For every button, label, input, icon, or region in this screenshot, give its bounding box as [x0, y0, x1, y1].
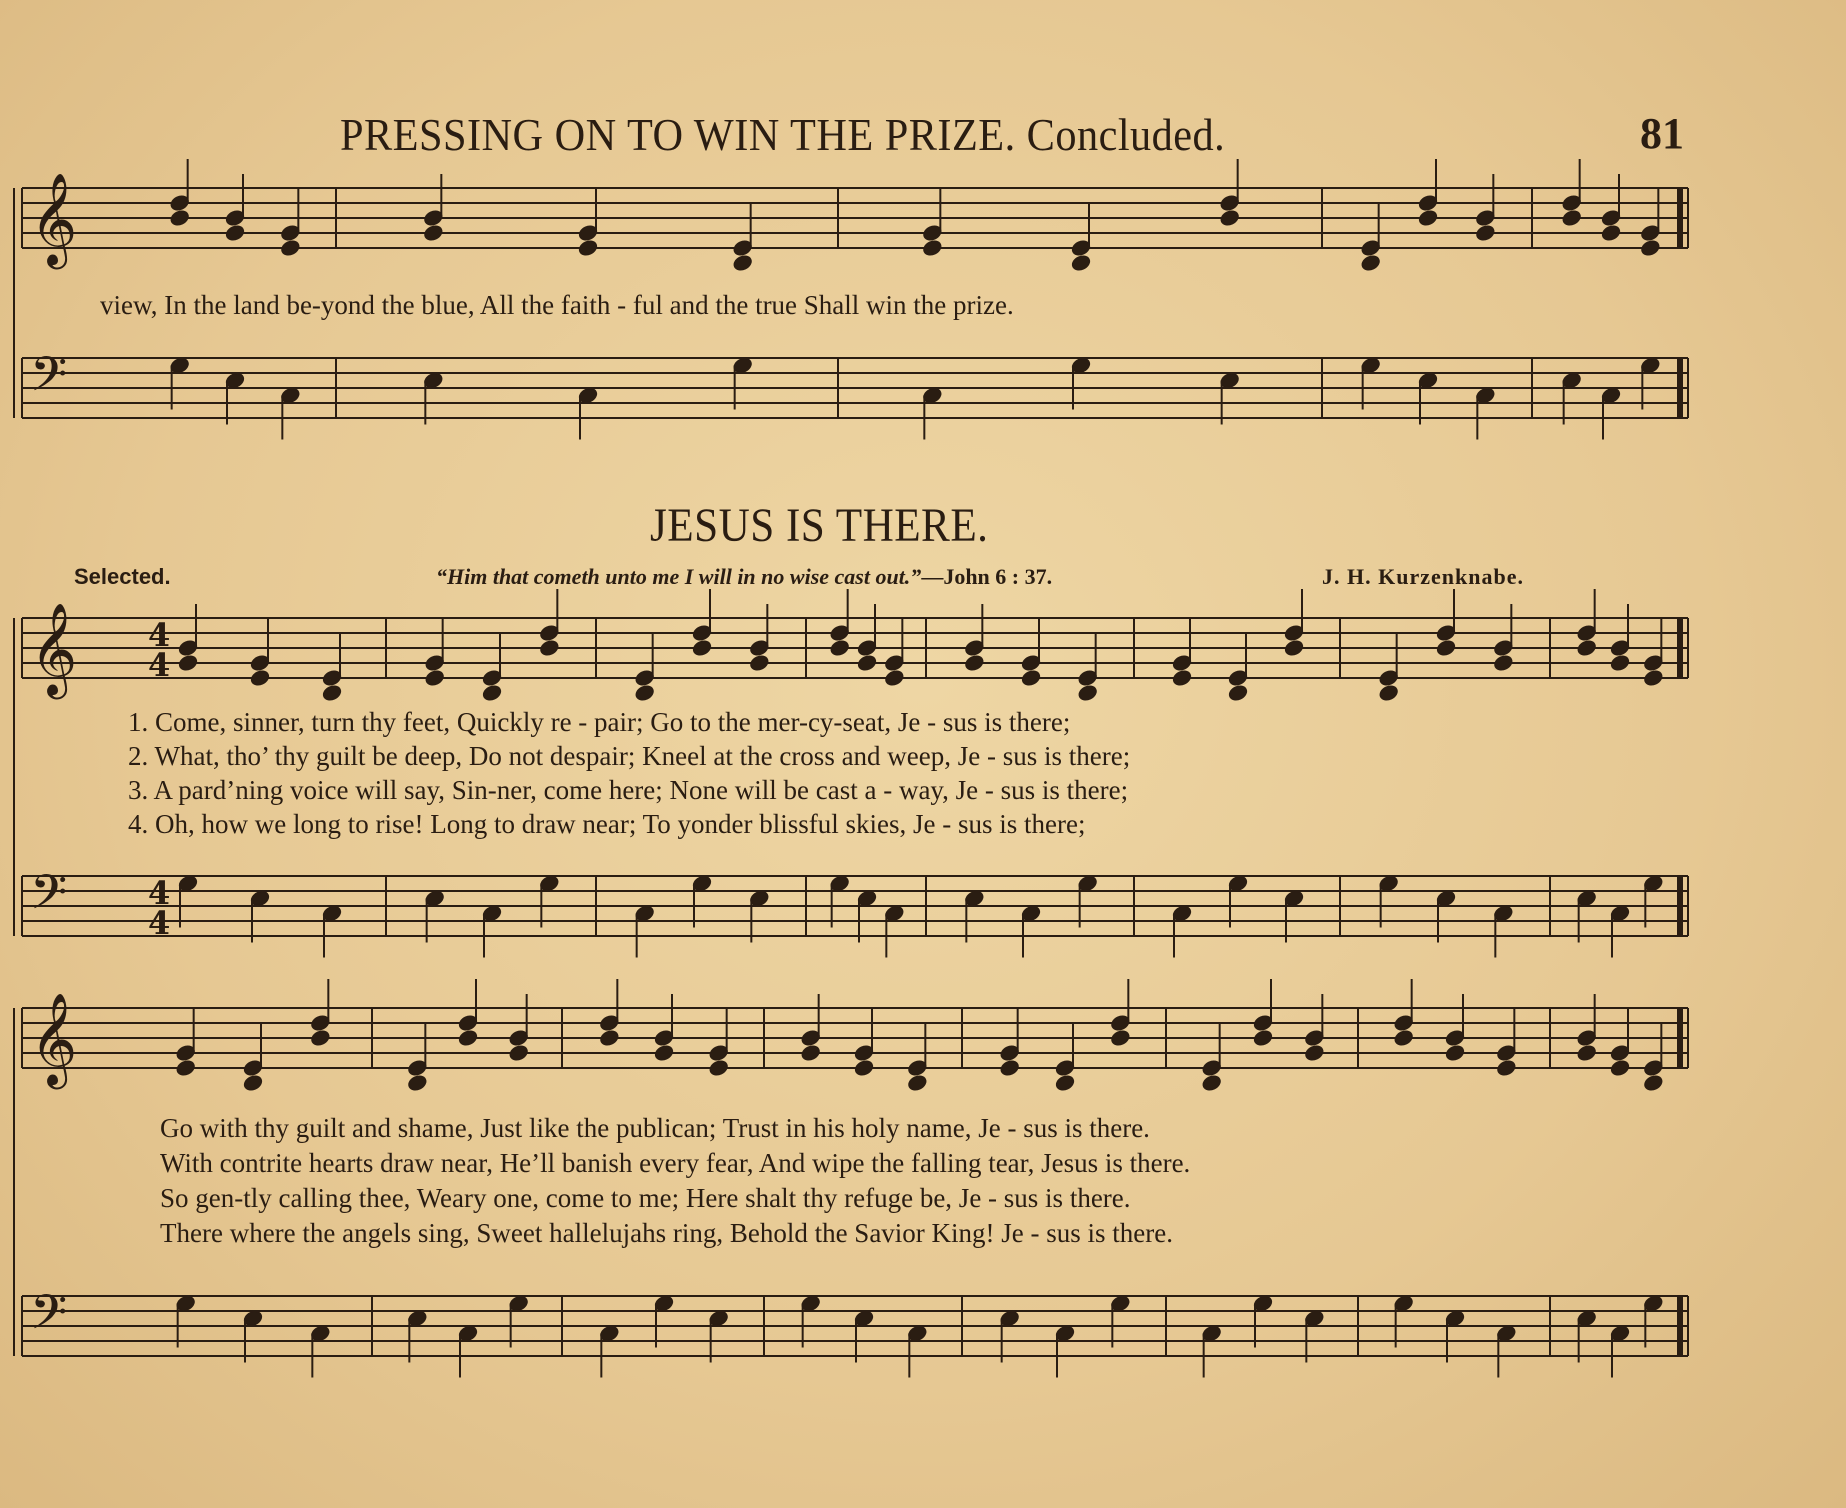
note-head	[1303, 1043, 1325, 1062]
note-head	[1077, 683, 1099, 702]
note-head	[1171, 668, 1193, 687]
note-head	[422, 223, 444, 242]
bass-clef-icon: 𝄢	[30, 1284, 68, 1352]
note-head	[1576, 638, 1598, 657]
page-number: 81	[1640, 109, 1684, 158]
bass-clef-icon: 𝄢	[30, 864, 68, 932]
note-head	[1378, 683, 1400, 702]
note-head	[906, 1073, 928, 1092]
note-head	[424, 668, 446, 687]
verse-line-3b: So gen-tly calling thee, Weary one, come to me; Here shalt thy refuge be, Je - sus is there.	[160, 1183, 1131, 1213]
note-head	[279, 238, 301, 257]
note-head	[177, 653, 199, 672]
note-head	[577, 238, 599, 257]
note-head	[508, 1043, 530, 1062]
verse-line-2b: With contrite hearts draw near, He’ll banish every fear, And wipe the falling tear, Jesus is there.	[160, 1148, 1191, 1178]
hymn-title: JESUS IS THERE.	[650, 499, 989, 552]
note-head	[963, 653, 985, 672]
note-head	[598, 1028, 620, 1047]
note-head	[1109, 1028, 1131, 1047]
note-head	[1600, 223, 1622, 242]
verse-line-3a: 3. A pard’ning voice will say, Sin-ner, come here; None will be cast a - way, Je - sus is there;	[128, 775, 1129, 805]
note-head	[1252, 1028, 1274, 1047]
note-head	[1561, 208, 1583, 227]
note-head	[1609, 1058, 1631, 1077]
note-head	[653, 1043, 675, 1062]
note-head	[708, 1058, 730, 1077]
note-head	[691, 638, 713, 657]
note-head	[169, 208, 191, 227]
note-head	[1219, 208, 1241, 227]
note-head	[634, 683, 656, 702]
note-head	[748, 653, 770, 672]
epigraph	[436, 564, 1052, 590]
verse-line-2a: 2. What, tho’ thy guilt be deep, Do not despair; Kneel at the cross and weep, Je - sus is there;	[128, 741, 1131, 771]
note-head	[1444, 1043, 1466, 1062]
time-signature-top: 4	[148, 616, 171, 654]
prev-hymn-lyrics: view, In the land be-yond the blue, All the faith - ful and the true Shall win the prize.	[100, 290, 1014, 320]
note-head	[1201, 1073, 1223, 1092]
time-signature-bottom: 4	[148, 646, 171, 684]
note-head	[1070, 253, 1092, 272]
note-head	[732, 253, 754, 272]
note-head	[1492, 653, 1514, 672]
note-head	[1609, 653, 1631, 672]
note-head	[829, 638, 851, 657]
scripture-reference: —John 6 : 37.	[921, 564, 1053, 589]
note-head	[921, 238, 943, 257]
staff-lines	[22, 188, 1688, 1356]
note-head	[1642, 668, 1664, 687]
treble-clef-icon: 𝄞	[30, 172, 78, 265]
time-signature-bottom: 4	[148, 904, 171, 942]
note-head	[853, 1058, 875, 1077]
note-head	[1227, 683, 1249, 702]
note-head	[1642, 1073, 1664, 1092]
treble-clef-icon: 𝄞	[30, 602, 78, 695]
note-head	[883, 668, 905, 687]
note-head	[1495, 1058, 1517, 1077]
note-head	[800, 1043, 822, 1062]
note-head	[224, 223, 246, 242]
note-head	[309, 1028, 331, 1047]
note-head	[457, 1028, 479, 1047]
verse-line-4a: 4. Oh, how we long to rise! Long to draw near; To yonder blissful skies, Je - sus is there;	[128, 809, 1086, 839]
note-head	[242, 1073, 264, 1092]
hymn-source: Selected.	[74, 564, 171, 589]
note-head	[999, 1058, 1021, 1077]
bass-clef-icon: 𝄢	[30, 346, 68, 414]
bar-lines	[14, 188, 1688, 1356]
treble-clef-icon: 𝄞	[30, 992, 78, 1085]
composer: J. H. Kurzenknabe.	[1322, 564, 1524, 589]
note-head	[175, 1058, 197, 1077]
verse-line-1a: 1. Come, sinner, turn thy feet, Quickly re - pair; Go to the mer-cy-seat, Je - sus is there;	[128, 707, 1071, 737]
note-head	[538, 638, 560, 657]
note-head	[1283, 638, 1305, 657]
note-head	[1639, 238, 1661, 257]
note-head	[1417, 208, 1439, 227]
epigraph-quote: “Him that cometh unto me I will in no wise cast out.”	[436, 564, 922, 589]
note-head	[321, 683, 343, 702]
note-head	[1576, 1043, 1598, 1062]
note-head	[856, 653, 878, 672]
note-head	[1054, 1073, 1076, 1092]
note-head	[1020, 668, 1042, 687]
verse-line-1b: Go with thy guilt and shame, Just like the publican; Trust in his holy name, Je - sus is there.	[160, 1113, 1150, 1143]
time-signature-top: 4	[148, 874, 171, 912]
note-head	[249, 668, 271, 687]
running-title: PRESSING ON TO WIN THE PRIZE. Concluded.	[340, 109, 1226, 160]
note-head	[406, 1073, 428, 1092]
note-head	[1474, 223, 1496, 242]
note-head	[481, 683, 503, 702]
note-head	[1435, 638, 1457, 657]
note-head	[1360, 253, 1382, 272]
verse-line-4b: There where the angels sing, Sweet hallelujahs ring, Behold the Savior King! Je - sus is there.	[160, 1218, 1174, 1248]
note-head	[1393, 1028, 1415, 1047]
